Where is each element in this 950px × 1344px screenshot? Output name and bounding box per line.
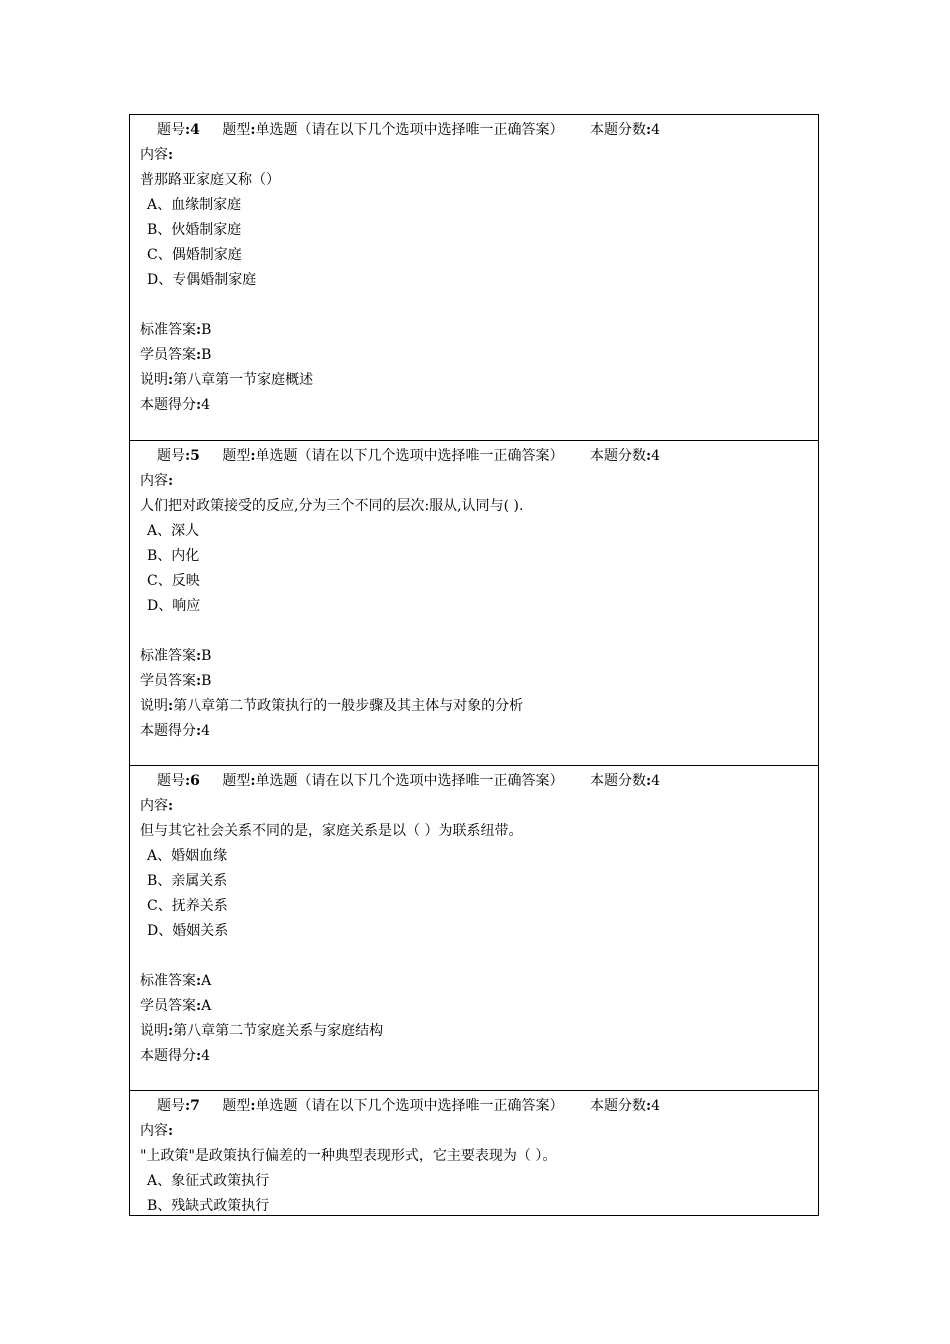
student-answer-label: 学员答案 xyxy=(140,998,196,1014)
earned-value: 4 xyxy=(201,1048,211,1064)
question-header: 题号:6 题型:单选题（请在以下几个选项中选择唯一正确答案） 本题分数:4 xyxy=(157,773,661,789)
question-content: 人们把对政策接受的反应,分为三个不同的层次:服从,认同与( ). xyxy=(140,498,524,514)
content-label: 内容 xyxy=(140,473,168,489)
type-label: 题型 xyxy=(222,773,251,789)
student-answer-value: A xyxy=(201,998,212,1014)
question-type: 单选题（请在以下几个选项中选择唯一正确答案） xyxy=(255,1098,564,1114)
question-sheet xyxy=(129,114,819,1216)
standard-answer-value: B xyxy=(201,322,212,338)
standard-answer-label: 标准答案 xyxy=(140,973,196,989)
question-number: 7 xyxy=(190,1098,200,1114)
question-content: 但与其它社会关系不同的是，家庭关系是以（ ）为联系纽带。 xyxy=(140,823,523,839)
question-block xyxy=(130,440,818,765)
student-answer-line: 学员答案:B xyxy=(140,347,212,363)
score-label: 本题分数 xyxy=(590,122,646,138)
number-label: 题号 xyxy=(157,773,185,789)
spacer xyxy=(140,944,808,969)
standard-answer-line: 标准答案:B xyxy=(140,648,212,664)
option-a: A、血缘制家庭 xyxy=(147,197,242,213)
question-type: 单选题（请在以下几个选项中选择唯一正确答案） xyxy=(255,122,564,138)
standard-answer-label: 标准答案 xyxy=(140,322,196,338)
student-answer-line: 学员答案:B xyxy=(140,673,212,689)
explanation-label: 说明 xyxy=(140,372,168,388)
type-label: 题型 xyxy=(222,1098,251,1114)
student-answer-label: 学员答案 xyxy=(140,673,196,689)
question-content: "上政策"是政策执行偏差的一种典型表现形式，它主要表现为（ ）。 xyxy=(140,1148,557,1164)
question-type: 单选题（请在以下几个选项中选择唯一正确答案） xyxy=(255,448,564,464)
earned-value: 4 xyxy=(201,397,211,413)
option-a: A、婚姻血缘 xyxy=(147,848,228,864)
question-type: 单选题（请在以下几个选项中选择唯一正确答案） xyxy=(255,773,564,789)
question-number: 4 xyxy=(190,122,200,138)
question-header: 题号:5 题型:单选题（请在以下几个选项中选择唯一正确答案） 本题分数:4 xyxy=(157,448,661,464)
explanation-label: 说明 xyxy=(140,1023,168,1039)
earned-value: 4 xyxy=(201,723,211,739)
option-b: B、伙婚制家庭 xyxy=(147,222,242,238)
question-block xyxy=(130,1090,818,1215)
type-label: 题型 xyxy=(222,448,251,464)
option-b: B、内化 xyxy=(147,548,200,564)
number-label: 题号 xyxy=(157,448,185,464)
student-answer-label: 学员答案 xyxy=(140,347,196,363)
standard-answer-value: B xyxy=(201,648,212,664)
standard-answer-value: A xyxy=(201,973,212,989)
content-label-line: 内容: xyxy=(140,798,174,814)
option-c: C、抚养关系 xyxy=(147,898,228,914)
standard-answer-label: 标准答案 xyxy=(140,648,196,664)
content-label: 内容 xyxy=(140,1123,168,1139)
explanation-line: 说明:第八章第二节家庭关系与家庭结构 xyxy=(140,1023,384,1039)
earned-line: 本题得分:4 xyxy=(140,397,211,413)
option-b: B、残缺式政策执行 xyxy=(147,1198,270,1214)
option-c: C、偶婚制家庭 xyxy=(147,247,242,263)
question-block xyxy=(130,115,818,440)
question-header: 题号:4 题型:单选题（请在以下几个选项中选择唯一正确答案） 本题分数:4 xyxy=(157,122,661,138)
question-header: 题号:7 题型:单选题（请在以下几个选项中选择唯一正确答案） 本题分数:4 xyxy=(157,1098,661,1114)
question-block xyxy=(130,765,818,1090)
earned-label: 本题得分 xyxy=(140,397,196,413)
score-label: 本题分数 xyxy=(590,448,646,464)
standard-answer-line: 标准答案:B xyxy=(140,322,212,338)
student-answer-line: 学员答案:A xyxy=(140,998,212,1014)
question-score: 4 xyxy=(651,122,661,138)
option-a: A、深人 xyxy=(147,523,200,539)
content-label-line: 内容: xyxy=(140,147,174,163)
content-label-line: 内容: xyxy=(140,1123,174,1139)
explanation-value: 第八章第一节家庭概述 xyxy=(173,372,314,388)
option-d: D、响应 xyxy=(147,598,201,614)
earned-line: 本题得分:4 xyxy=(140,1048,211,1064)
student-answer-value: B xyxy=(201,673,212,689)
option-c: C、反映 xyxy=(147,573,200,589)
question-score: 4 xyxy=(651,773,661,789)
option-b: B、亲属关系 xyxy=(147,873,228,889)
standard-answer-line: 标准答案:A xyxy=(140,973,212,989)
score-label: 本题分数 xyxy=(590,773,646,789)
explanation-value: 第八章第二节政策执行的一般步骤及其主体与对象的分析 xyxy=(173,698,524,714)
number-label: 题号 xyxy=(157,122,185,138)
content-label-line: 内容: xyxy=(140,473,174,489)
score-label: 本题分数 xyxy=(590,1098,646,1114)
option-d: D、专偶婚制家庭 xyxy=(147,272,257,288)
explanation-value: 第八章第二节家庭关系与家庭结构 xyxy=(173,1023,384,1039)
content-label: 内容 xyxy=(140,798,168,814)
content-label: 内容 xyxy=(140,147,168,163)
earned-label: 本题得分 xyxy=(140,1048,196,1064)
explanation-line: 说明:第八章第二节政策执行的一般步骤及其主体与对象的分析 xyxy=(140,698,524,714)
earned-line: 本题得分:4 xyxy=(140,723,211,739)
earned-label: 本题得分 xyxy=(140,723,196,739)
number-label: 题号 xyxy=(157,1098,185,1114)
option-d: D、婚姻关系 xyxy=(147,923,229,939)
question-number: 6 xyxy=(190,773,200,789)
question-number: 5 xyxy=(190,448,200,464)
option-a: A、象征式政策执行 xyxy=(147,1173,270,1189)
explanation-label: 说明 xyxy=(140,698,168,714)
spacer xyxy=(140,293,808,318)
question-content: 普那路亚家庭又称（） xyxy=(140,172,280,188)
explanation-line: 说明:第八章第一节家庭概述 xyxy=(140,372,314,388)
student-answer-value: B xyxy=(201,347,212,363)
question-score: 4 xyxy=(651,448,661,464)
type-label: 题型 xyxy=(222,122,251,138)
question-score: 4 xyxy=(651,1098,661,1114)
spacer xyxy=(140,619,808,644)
